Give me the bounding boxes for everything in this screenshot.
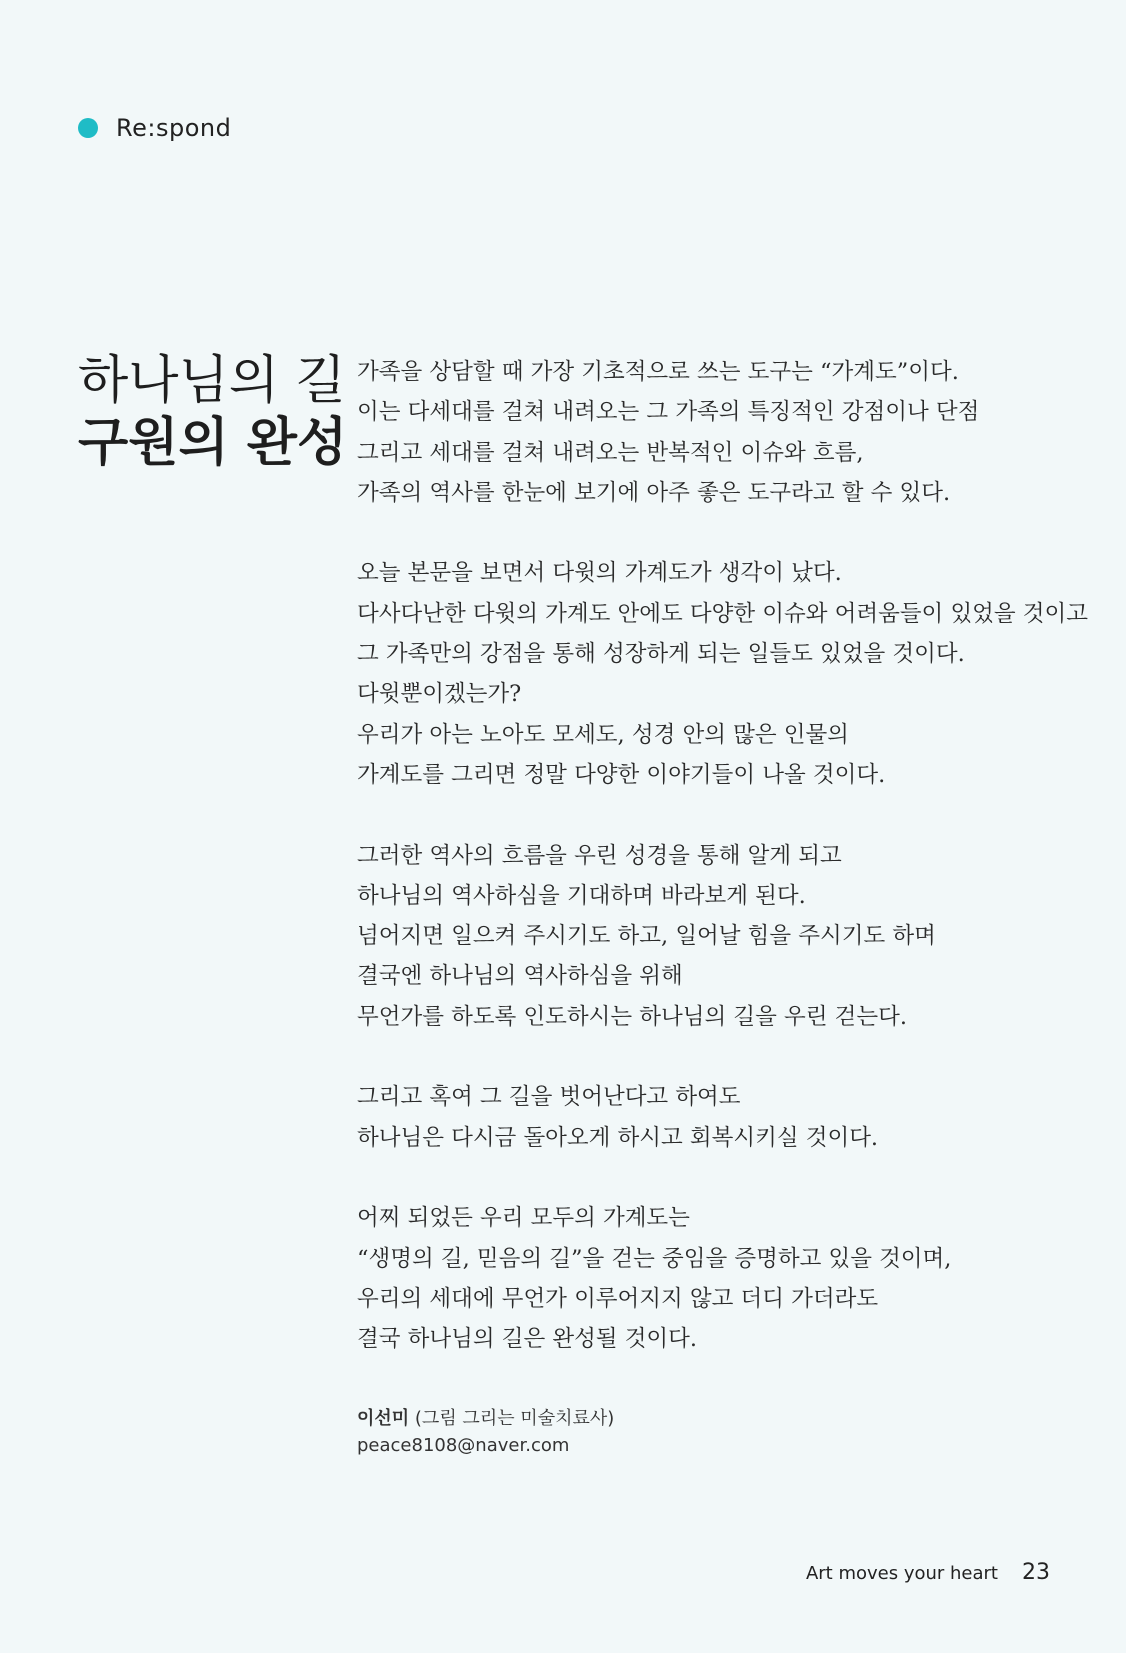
author-block	[357, 1405, 614, 1459]
author-email: peace8108@naver.com	[357, 1435, 570, 1456]
paragraph	[357, 1198, 1077, 1359]
paragraph	[357, 553, 1089, 795]
body-line: 가계도를 그리면 정말 다양한 이야기들이 나올 것이다.	[357, 761, 886, 788]
author-role: (그림 그리는 미술치료사)	[414, 1408, 615, 1429]
body-line: 다윗뿐이겠는가?	[357, 681, 522, 708]
body-line: 그러한 역사의 흐름을 우린 성경을 통해 알게 되고	[357, 842, 842, 869]
section-dot-icon	[78, 118, 98, 138]
page-number: 23	[1022, 1560, 1050, 1585]
paragraph	[357, 1077, 1077, 1158]
body-line: 다사다난한 다윗의 가계도 안에도 다양한 이슈와 어려움들이 있었을 것이고	[357, 600, 1089, 627]
article-title	[78, 350, 348, 474]
body-line: 어찌 되었든 우리 모두의 가계도는	[357, 1205, 690, 1232]
body-line: 오늘 본문을 보면서 다윗의 가계도가 생각이 났다.	[357, 560, 842, 587]
body-line: 하나님의 역사하심을 기대하며 바라보게 된다.	[357, 882, 806, 909]
paragraph	[357, 836, 1077, 1037]
title-line-1: 하나님의 길	[78, 351, 346, 411]
title-line-2: 구원의 완성	[78, 412, 348, 473]
body-line: 결국 하나님의 길은 완성될 것이다.	[357, 1326, 698, 1353]
body-line: 넘어지면 일으켜 주시기도 하고, 일어날 힘을 주시기도 하며	[357, 923, 936, 950]
body-line: 가족의 역사를 한눈에 보기에 아주 좋은 도구라고 할 수 있다.	[357, 479, 951, 506]
body-line: 이는 다세대를 걸쳐 내려오는 그 가족의 특징적인 강점이나 단점	[357, 399, 980, 426]
footer-tagline: Art moves your heart	[805, 1563, 998, 1584]
body-line: 무언가를 하도록 인도하시는 하나님의 길을 우린 걷는다.	[357, 1003, 907, 1030]
body-line: 그리고 혹여 그 길을 벗어난다고 하여도	[357, 1084, 741, 1111]
author-line	[357, 1405, 614, 1432]
body-line: 우리의 세대에 무언가 이루어지지 않고 더디 가더라도	[357, 1285, 879, 1312]
body-line: 그리고 세대를 걸쳐 내려오는 반복적인 이슈와 흐름,	[357, 439, 864, 466]
body-line: 가족을 상담할 때 가장 기초적으로 쓰는 도구는 “가계도”이다.	[357, 359, 959, 385]
body-line: 하나님은 다시금 돌아오게 하시고 회복시키실 것이다.	[357, 1124, 879, 1151]
paragraph	[357, 352, 1077, 513]
body-line: “생명의 길, 믿음의 길”을 걷는 중임을 증명하고 있을 것이며,	[357, 1245, 952, 1272]
section-tag	[78, 114, 231, 142]
section-label: Re:spond	[116, 114, 232, 142]
body-line: 그 가족만의 강점을 통해 성장하게 되는 일들도 있었을 것이다.	[357, 641, 965, 668]
body-line: 우리가 아는 노아도 모세도, 성경 안의 많은 인물의	[357, 721, 849, 748]
author-name: 이선미	[357, 1408, 410, 1429]
body-line: 결국엔 하나님의 역사하심을 위해	[357, 963, 683, 990]
article-body	[357, 352, 1089, 1400]
page-footer	[806, 1560, 1050, 1585]
